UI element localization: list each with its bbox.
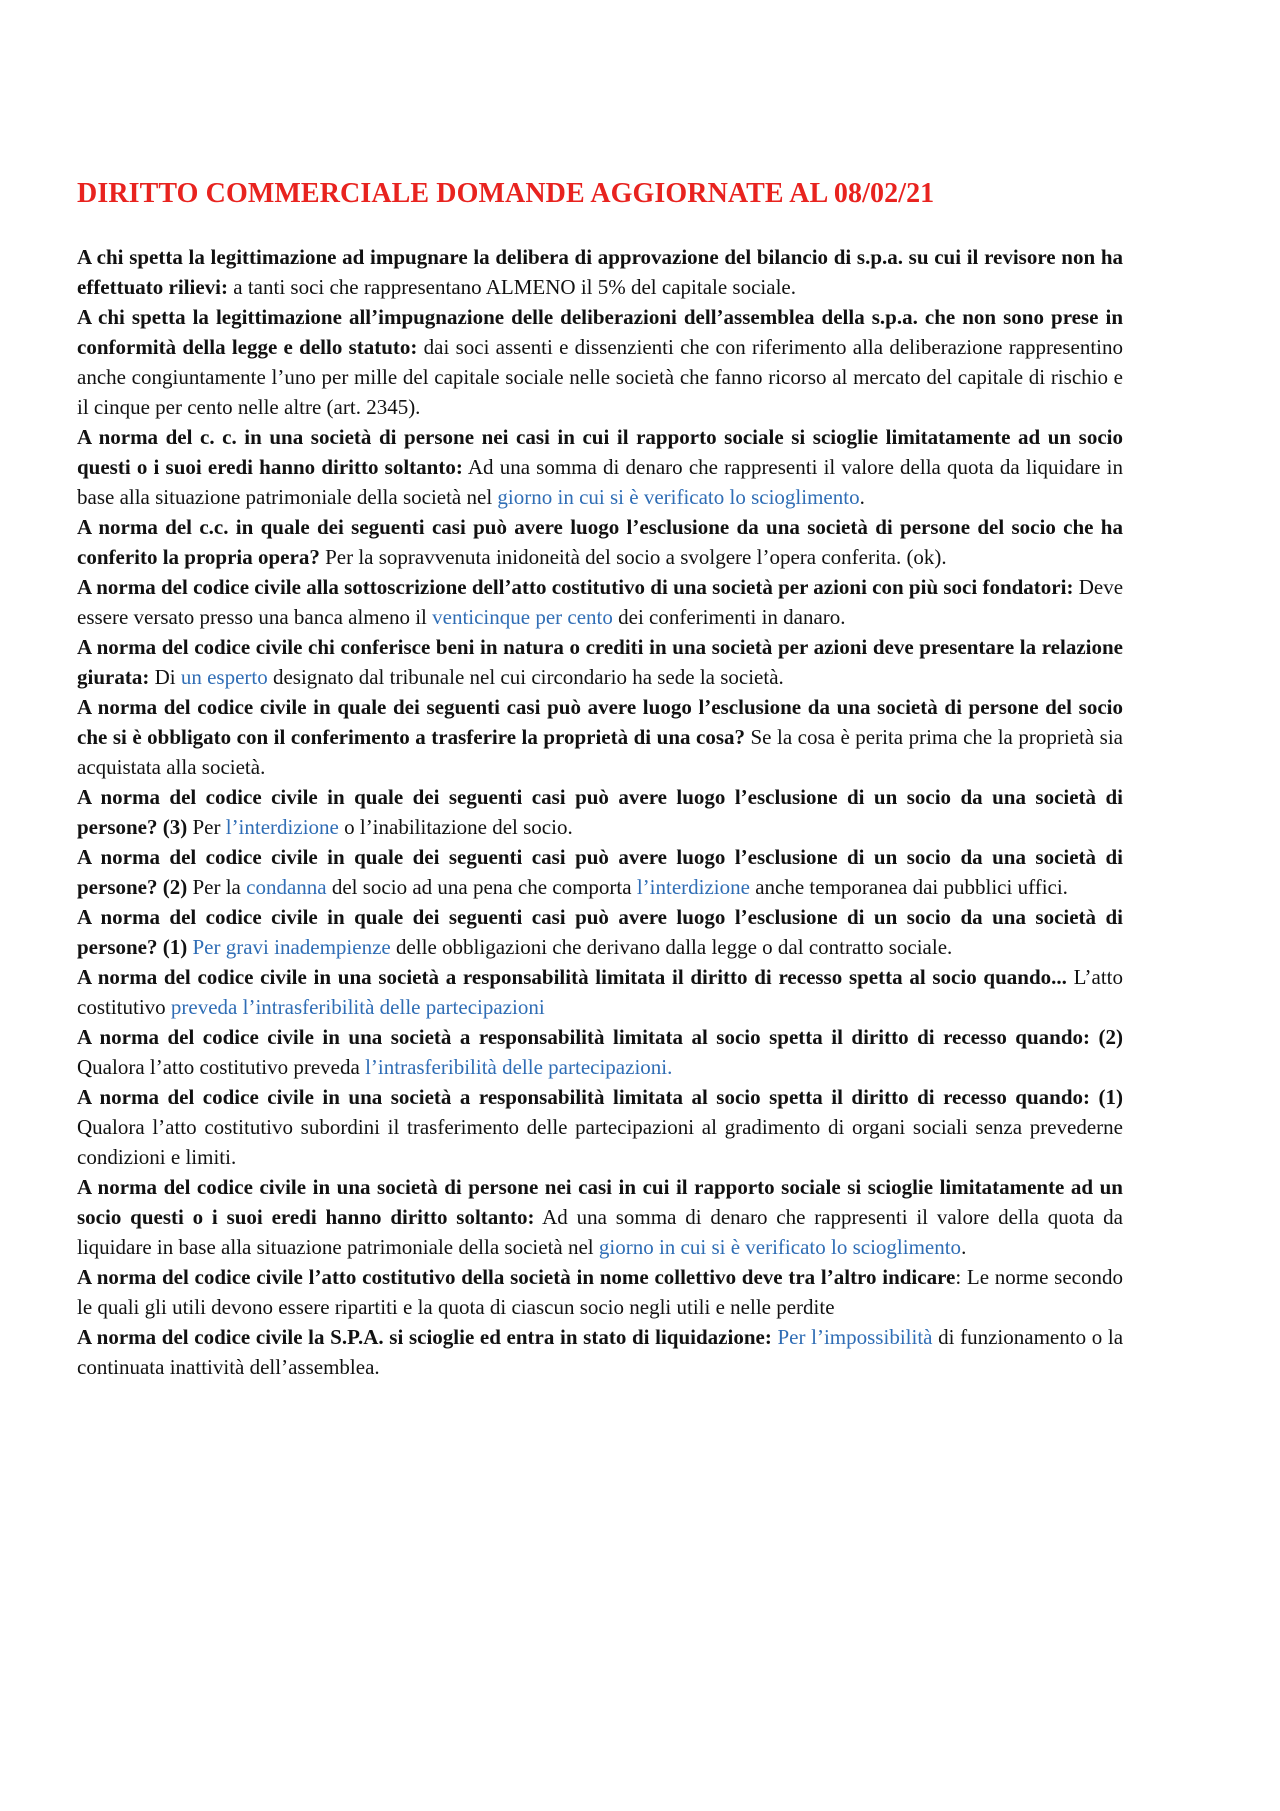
answer-text: anche temporanea dai pubblici uffici. — [749, 875, 1068, 899]
answer-text: o l’inabilitazione del socio. — [338, 815, 573, 839]
question-text: A norma del codice civile in una società a responsabilità limitata al socio spetta il diritto di recesso quando: (2) — [77, 1025, 1123, 1049]
question-text: A norma del c. c. in una società di persone nei casi in cui il rapporto sociale si scioglie limitatamente ad un socio questi o i suoi eredi hanno diritto soltanto: — [77, 425, 1123, 479]
answer-text: Per — [187, 815, 226, 839]
answer-highlight: giorno in cui si è verificato lo scioglimento — [497, 485, 860, 509]
answer-text: Ad una somma di denaro che rappresenti il valore della quota da liquidare in base alla situazione patrimoniale della società nel — [77, 1205, 1123, 1259]
question-text: A norma del codice civile in quale dei seguenti casi può avere luogo l’esclusione da una società di persone del socio che si è obbligato con il conferimento a trasferire la proprietà di una cosa? — [77, 695, 1123, 749]
answer-text: Di — [149, 665, 181, 689]
question-text: A norma del codice civile in una società a responsabilità limitata al socio spetta il diritto di recesso quando: (1) — [77, 1085, 1123, 1109]
qa-item — [77, 302, 1123, 422]
answer-highlight: condanna — [246, 875, 327, 899]
answer-text: designato dal tribunale nel cui circondario ha sede la società. — [267, 665, 784, 689]
answer-text: di funzionamento o la continuata inattività dell’assemblea. — [77, 1325, 1124, 1379]
qa-item — [77, 242, 1123, 302]
qa-item — [77, 962, 1123, 1022]
page-title: DIRITTO COMMERCIALE DOMANDE AGGIORNATE AL 08/02/21 — [77, 178, 935, 209]
answer-text: L’atto costitutivo — [77, 965, 1123, 1019]
answer-text: del socio ad una pena che comporta — [326, 875, 637, 899]
question-text: A norma del codice civile in quale dei seguenti casi può avere luogo l’esclusione di un socio da una società di persone? (1) — [77, 905, 1123, 959]
qa-item — [77, 692, 1123, 782]
qa-item — [77, 632, 1123, 692]
qa-item — [77, 572, 1123, 632]
answer-highlight: l’interdizione — [225, 815, 339, 839]
question-text: A norma del codice civile alla sottoscrizione dell’atto costitutivo di una società per azioni con più soci fondatori: — [77, 575, 1074, 599]
answer-text: . — [961, 1235, 967, 1259]
answer-text: dei conferimenti in danaro. — [612, 605, 846, 629]
answer-highlight: venticinque per cento — [432, 605, 613, 629]
answer-text: Per la sopravvenuta inidoneità del socio a svolgere l’opera conferita. (ok). — [319, 545, 947, 569]
question-text: A norma del c.c. in quale dei seguenti casi può avere luogo l’esclusione da una società di persone del socio che ha conferito la propria opera? — [77, 515, 1123, 569]
question-text: A norma del codice civile la S.P.A. si scioglie ed entra in stato di liquidazione: — [77, 1325, 772, 1349]
answer-highlight: preveda l’intrasferibilità delle partecipazioni — [170, 995, 545, 1019]
answer-text: Deve essere versato presso una banca almeno il — [77, 575, 1124, 629]
qa-item — [77, 902, 1123, 962]
qa-item — [77, 1262, 1123, 1322]
question-text: A norma del codice civile in quale dei seguenti casi può avere luogo l’esclusione di un socio da una società di persone? (2) — [77, 845, 1123, 899]
answer-highlight: l’intrasferibilità delle partecipazioni. — [365, 1055, 673, 1079]
answer-text: Qualora l’atto costitutivo subordini il trasferimento delle partecipazioni al gradimento di organi sociali senza prevederne condizioni e limiti. — [77, 1115, 1123, 1169]
answer-text: . — [859, 485, 865, 509]
answer-highlight: un esperto — [180, 665, 268, 689]
answer-text: Se la cosa è perita prima che la proprietà sia acquistata alla società. — [77, 725, 1124, 779]
qa-item — [77, 842, 1123, 902]
question-text: A norma del codice civile in quale dei seguenti casi può avere luogo l’esclusione di un socio da una società di persone? (3) — [77, 785, 1123, 839]
answer-text: Qualora l’atto costitutivo preveda — [77, 1055, 366, 1079]
answer-highlight: Per l’impossibilità — [777, 1325, 933, 1349]
qa-item — [77, 782, 1123, 842]
answer-highlight: l’interdizione — [636, 875, 750, 899]
answer-text: Per la — [187, 875, 247, 899]
qa-item — [77, 422, 1123, 512]
answer-text: a tanti soci che rappresentano ALMENO il 5% del capitale sociale. — [228, 275, 796, 299]
question-text: A norma del codice civile l’atto costitutivo della società in nome collettivo deve tra l’altro indicare — [77, 1265, 956, 1289]
question-answer-list — [77, 242, 1123, 1382]
question-text: A norma del codice civile in una società a responsabilità limitata il diritto di recesso spetta al socio quando... — [77, 965, 1067, 989]
qa-item — [77, 1172, 1123, 1262]
question-text: A norma del codice civile in una società di persone nei casi in cui il rapporto sociale si scioglie limitatamente ad un socio questi o i suoi eredi hanno diritto soltanto: — [77, 1175, 1123, 1229]
question-text: A chi spetta la legittimazione all’impugnazione delle deliberazioni dell’assemblea della s.p.a. che non sono prese in conformità della legge e dello statuto: — [77, 305, 1123, 359]
answer-text: dai soci assenti e dissenzienti che con riferimento alla deliberazione rappresentino anche congiuntamente l’uno per mille del capitale sociale nelle società che fanno ricorso al mercato del capitale di rischio e il cinque per cento nelle altre (art. 2345). — [77, 335, 1124, 419]
qa-item — [77, 1082, 1123, 1172]
answer-text: : Le norme secondo le quali gli utili devono essere ripartiti e la quota di ciascun socio negli utili e nelle perdite — [77, 1265, 1123, 1319]
qa-item — [77, 512, 1123, 572]
answer-highlight: giorno in cui si è verificato lo scioglimento — [598, 1235, 962, 1259]
answer-highlight: Per gravi inadempienze — [192, 935, 391, 959]
qa-item — [77, 1322, 1123, 1382]
question-text: A chi spetta la legittimazione ad impugnare la delibera di approvazione del bilancio di s.p.a. su cui il revisore non ha effettuato rilievi: — [77, 245, 1123, 299]
qa-item — [77, 1022, 1123, 1082]
answer-text: Ad una somma di denaro che rappresenti il valore della quota da liquidare in base alla situazione patrimoniale della società nel — [77, 455, 1123, 509]
question-text: A norma del codice civile chi conferisce beni in natura o crediti in una società per azioni deve presentare la relazione giurata: — [77, 635, 1123, 689]
answer-text: delle obbligazioni che derivano dalla legge o dal contratto sociale. — [390, 935, 953, 959]
